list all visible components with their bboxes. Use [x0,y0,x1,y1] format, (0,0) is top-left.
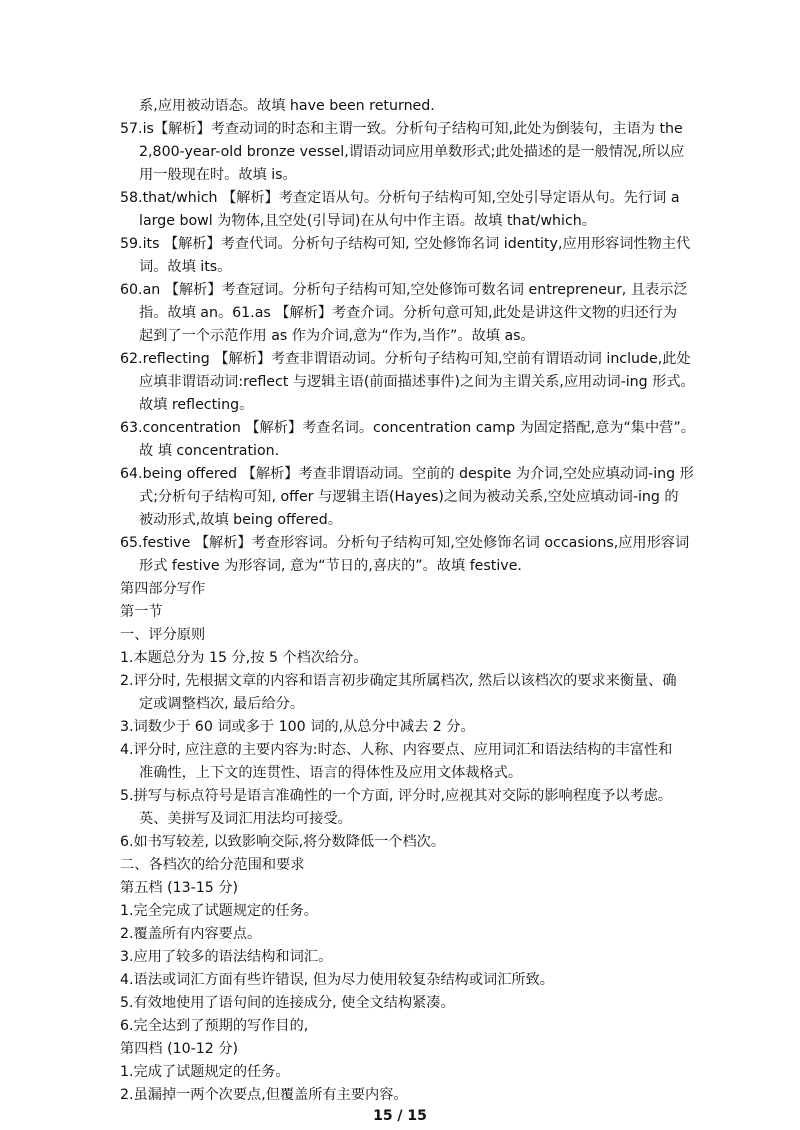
text-line: 指。故填 an。61.as 【解析】考查介词。分析句意可知,此处是讲这件文物的归还行为 [139,305,678,321]
text-line: 2,800-year-old bronze vessel,谓语动词应用单数形式;此处描述的是一般情况,所以应 [139,144,685,160]
text-line: 英、美拼写及词汇用法均可接受。 [139,811,352,827]
text-line: 式;分析句子结构可知, offer 与逻辑主语(Hayes)之间为被动关系,空处应填动词-ing 的 [139,489,679,505]
rule-item: 5.有效地使用了语句间的连接成分, 使全文结构紧凑。 [120,995,455,1011]
subsection-heading: 二、各档次的给分范围和要求 [120,857,305,873]
text-line: 定或调整档次, 最后给分。 [139,696,305,712]
rule-item: 2.覆盖所有内容要点。 [120,926,262,942]
text-line: 故填 reflecting。 [139,397,254,413]
answer-64: 64.being offered 【解析】考查非谓语动词。空前的 despite 为介词,空处应填动词-ing 形 [120,466,694,482]
answer-62: 62.reflecting 【解析】考查非谓语动词。分析句子结构可知,空前有谓语动词 include,此处 [120,351,691,367]
answer-58: 58.that/which 【解析】考查定语从句。分析句子结构可知,空处引导定语从句。先行词 a [120,190,680,206]
text-line: 用一般现在时。故填 is。 [139,167,297,183]
text-line: large bowl 为物体,且空处(引导词)在从句中作主语。故填 that/which。 [139,213,596,229]
rule-item: 6.如书写较差, 以致影响交际,将分数降低一个档次。 [120,834,446,850]
text-line: 词。故填 its。 [139,259,232,275]
answer-59: 59.its 【解析】考查代词。分析句子结构可知, 空处修饰名词 identity,应用形容词性物主代 [120,236,691,252]
text-line: 系,应用被动语态。故填 have been returned. [139,98,435,114]
text-line: 准确性，上下文的连贯性、语言的得体性及应用文体裁格式。 [139,765,523,781]
grade-heading: 第四档 (10-12 分) [120,1041,239,1057]
answer-63: 63.concentration 【解析】考查名词。concentration camp 为固定搭配,意为“集中营”。 [120,420,695,436]
rule-item: 2.评分时, 先根据文章的内容和语言初步确定其所属档次, 然后以该档次的要求来衡量、确 [120,673,677,689]
answer-57: 57.is【解析】考查动词的时态和主谓一致。分析句子结构可知,此处为倒装句，主语为 the [120,121,683,137]
rule-item: 1.完成了试题规定的任务。 [120,1064,290,1080]
page-number: 15 / 15 [373,1108,427,1124]
text-line: 故 填 concentration. [139,443,280,459]
answer-65: 65.festive 【解析】考查形容词。分析句子结构可知,空处修饰名词 occasions,应用形容词 [120,535,690,551]
rule-item: 1.本题总分为 15 分,按 5 个档次给分。 [120,650,368,666]
section-heading: 第四部分写作 [120,581,206,597]
rule-item: 5.拼写与标点符号是语言准确性的一个方面, 评分时,应视其对交际的影响程度予以考虑。 [120,788,673,804]
rule-item: 2.虽漏掉一两个次要点,但覆盖所有主要内容。 [120,1087,408,1103]
rule-item: 4.评分时, 应注意的主要内容为:时态、人称、内容要点、应用词汇和语法结构的丰富性和 [120,742,673,758]
grade-heading: 第五档 (13-15 分) [120,880,239,896]
rule-item: 1.完全完成了试题规定的任务。 [120,903,318,919]
rule-item: 3.应用了较多的语法结构和词汇。 [120,949,333,965]
answer-60: 60.an 【解析】考查冠词。分析句子结构可知,空处修饰可数名词 entrepreneur, 且表示泛 [120,282,688,298]
text-line: 形式 festive 为形容词, 意为“节日的,喜庆的”。故填 festive. [139,558,522,574]
rule-item: 6.完全达到了预期的写作目的, [120,1018,309,1034]
text-line: 应填非谓语动词:reflect 与逻辑主语(前面描述事件)之间为主谓关系,应用动词-ing 形式。 [139,374,695,390]
text-line: 起到了一个示范作用 as 作为介词,意为“作为,当作”。故填 as。 [139,328,535,344]
rule-item: 3.词数少于 60 词或多于 100 词的,从总分中减去 2 分。 [120,719,475,735]
subsection-heading: 一、评分原则 [120,627,206,643]
rule-item: 4.语法或词汇方面有些许错误, 但为尽力使用较复杂结构或词汇所致。 [120,972,554,988]
text-line: 被动形式,故填 being offered。 [139,512,342,528]
subsection-heading: 第一节 [120,604,163,620]
